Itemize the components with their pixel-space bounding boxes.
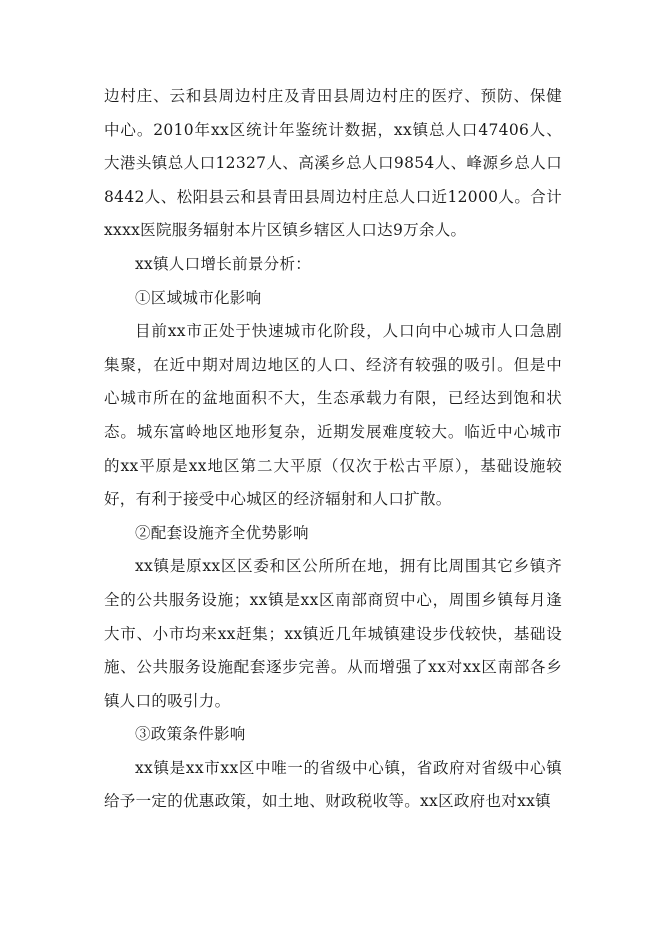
heading-policy: ③政策条件影响 (135, 725, 246, 744)
heading-urbanization: ①区域城市化影响 (135, 288, 262, 307)
paragraph-facilities: xx镇是原xx区区委和区公所所在地，拥有比周围其它乡镇齐全的公共服务设施；xx镇是xx区南部商贸中心，周围乡镇每月逢大市、小市均来xx赶集；xx镇近几年城镇建设步伐较快，基础设施、公共服务设施配套逐步完善。从而增强了xx对xx区南部各乡镇人口的吸引力。 (104, 557, 562, 710)
document-body (104, 80, 562, 819)
heading-population-outlook: xx镇人口增长前景分析： (135, 254, 312, 273)
heading-facilities: ②配套设施齐全优势影响 (135, 523, 309, 542)
paragraph-policy: xx镇是xx市xx区中唯一的省级中心镇，省政府对省级中心镇给予一定的优惠政策，如土地、财政税收等。xx区政府也对xx镇 (104, 758, 562, 811)
paragraph-urbanization: 目前xx市正处于快速城市化阶段，人口向中心城市人口急剧集聚，在近中期对周边地区的人口、经济有较强的吸引。但是中心城市所在的盆地面积不大，生态承载力有限，已经达到饱和状态。城东富岭地区地形复杂，近期发展难度较大。临近中心城市的xx平原是xx地区第二大平原（仅次于松古平原），基础设施较好，有利于接受中心城区的经济辐射和人口扩散。 (104, 322, 562, 509)
paragraph-population-stats: 边村庄、云和县周边村庄及青田县周边村庄的医疗、预防、保健中心。2010年xx区统计年鉴统计数据，xx镇总人口47406人、大港头镇总人口12327人、高溪乡总人口9854人、峰源乡总人口8442人、松阳县云和县青田县周边村庄总人口近12000人。合计xxxx医院服务辐射本片区镇乡辖区人口达9万余人。 (104, 87, 562, 240)
